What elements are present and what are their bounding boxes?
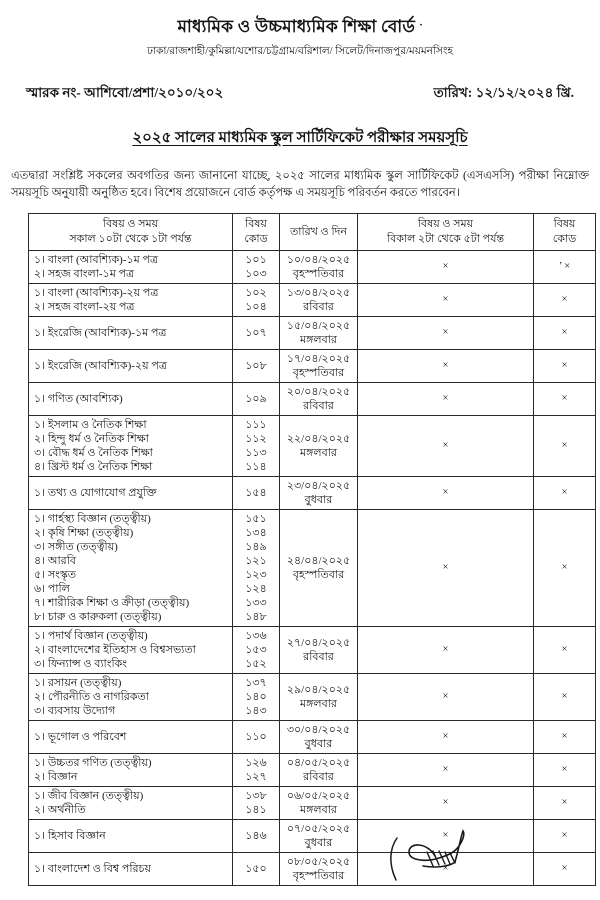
date-day-cell: ২৯/০৪/২০২৫ মঙ্গলবার: [280, 674, 358, 721]
header-afternoon-subject-line2: বিকাল ২টা থেকে ৫টা পর্যন্ত: [386, 233, 505, 245]
table-row: [29, 754, 596, 787]
date-day-cell: ০৮/০৫/২০২৫ বৃহস্পতিবার: [280, 853, 358, 886]
intro-paragraph: এতদ্বারা সংশ্লিষ্ট সকলের অবগতির জন্য জানানো যাচ্ছে, ২০২৫ সালের মাধ্যমিক স্কুল সার্টিফিকেট (এসএসসি) পরীক্ষা নিম্নোক্ত সময়সূচি অনুযায়ী অনুষ্ঠিত হবে। বিশেষ প্রয়োজনে বোর্ড কর্তৃপক্ষ এ সময়সূচি পরিবর্তন করতে পারবেন।: [11, 170, 589, 199]
table-row: [29, 477, 596, 510]
morning-subjects-cell: ১। ভূগোল ও পরিবেশ: [29, 721, 233, 754]
afternoon-subject-cell: ×: [358, 853, 534, 886]
afternoon-code-cell: ×: [534, 787, 596, 820]
afternoon-code-cell: ×: [534, 627, 596, 674]
morning-subjects-cell: ১। তথ্য ও যোগাযোগ প্রযুক্তি: [29, 477, 233, 510]
afternoon-subject-cell: ×: [358, 721, 534, 754]
subject-codes-cell: ১০৯: [233, 383, 280, 416]
table-row: [29, 820, 596, 853]
morning-subjects-cell: ১। হিসাব বিজ্ঞান: [29, 820, 233, 853]
table-row: [29, 627, 596, 674]
morning-subjects-cell: ১। বাংলা (আবশ্যিক)-১ম পত্র ২। সহজ বাংলা-১ম পত্র: [29, 251, 233, 284]
page-title: ২০২৫ সালের মাধ্যমিক স্কুল সার্টিফিকেট পরীক্ষার সময়সূচি: [132, 130, 468, 146]
board-title-mark: .: [419, 16, 423, 29]
date-day-cell: ২৪/০৪/২০২৫ বৃহস্পতিবার: [280, 510, 358, 627]
date-day-cell: ৩০/০৪/২০২৫ বুধবার: [280, 721, 358, 754]
afternoon-subject-cell: ×: [358, 674, 534, 721]
morning-subjects-cell: ১। ইংরেজি (আবশ্যিক)-২য় পত্র: [29, 350, 233, 383]
header-morning-subject-line2: সকাল ১০টা থেকে ১টা পর্যন্ত: [69, 233, 192, 245]
morning-subjects-cell: ১। ইংরেজি (আবশ্যিক)-১ম পত্র: [29, 317, 233, 350]
date-day-cell: ২৭/০৪/২০২৫ রবিবার: [280, 627, 358, 674]
subject-codes-cell: ১৪৬: [233, 820, 280, 853]
afternoon-subject-cell: ×: [358, 754, 534, 787]
table-row: [29, 317, 596, 350]
afternoon-code-cell: ×: [534, 853, 596, 886]
subject-codes-cell: ১৫৪: [233, 477, 280, 510]
subject-codes-cell: ১৩৭ ১৪০ ১৪৩: [233, 674, 280, 721]
afternoon-code-cell: ×: [534, 820, 596, 853]
afternoon-subject-cell: ×: [358, 284, 534, 317]
afternoon-subject-cell: ×: [358, 510, 534, 627]
subject-codes-cell: ১৩৬ ১৫৩ ১৫২: [233, 627, 280, 674]
table-row: [29, 721, 596, 754]
afternoon-subject-cell: ×: [358, 317, 534, 350]
morning-subjects-cell: ১। উচ্চতর গণিত (তত্ত্বীয়) ২। বিজ্ঞান: [29, 754, 233, 787]
date-day-cell: ১০/০৪/২০২৫ বৃহস্পতিবার: [280, 251, 358, 284]
morning-subjects-cell: ১। গণিত (আবশ্যিক): [29, 383, 233, 416]
table-row: [29, 284, 596, 317]
memo-row: [0, 82, 600, 105]
afternoon-subject-cell: ×: [358, 787, 534, 820]
table-row: [29, 787, 596, 820]
header-afternoon-code: [534, 214, 596, 251]
afternoon-code-cell: ×: [534, 383, 596, 416]
board-title: [0, 14, 600, 42]
memo-number: স্মারক নং- আশিবো/প্রশা/২০১০/২০২: [26, 85, 224, 100]
subject-codes-cell: ১১১ ১১২ ১১৩ ১১৪: [233, 416, 280, 477]
header-morning-subject: [29, 214, 233, 251]
subject-codes-cell: ১৩৮ ১৪১: [233, 787, 280, 820]
subject-codes-cell: ১২৬ ১২৭: [233, 754, 280, 787]
afternoon-subject-cell: ×: [358, 383, 534, 416]
table-row: [29, 251, 596, 284]
header-subject-code-line1: বিষয়: [245, 218, 267, 230]
afternoon-code-cell: ×: [534, 416, 596, 477]
header-date-day: তারিখ ও দিন: [280, 214, 358, 251]
memo-date: তারিখ: ১২/১২/২০২৪ খ্রি.: [433, 85, 574, 100]
afternoon-code-cell: ’ ×: [534, 251, 596, 284]
afternoon-code-cell: ×: [534, 477, 596, 510]
afternoon-code-cell: ×: [534, 754, 596, 787]
morning-subjects-cell: ১। পদার্থ বিজ্ঞান (তত্ত্বীয়) ২। বাংলাদেশের ইতিহাস ও বিশ্বসভ্যতা ৩। ফিন্যান্স ও ব্যাংকিং: [29, 627, 233, 674]
table-row: [29, 853, 596, 886]
board-title-text: মাধ্যমিক ও উচ্চমাধ্যমিক শিক্ষা বোর্ড: [177, 17, 416, 36]
header-subject-code: [233, 214, 280, 251]
afternoon-subject-cell: ×: [358, 820, 534, 853]
date-day-cell: ২২/০৪/২০২৫ মঙ্গলবার: [280, 416, 358, 477]
table-row: [29, 383, 596, 416]
subject-codes-cell: ১০৭: [233, 317, 280, 350]
subject-codes-cell: ১৫১ ১৩৪ ১৪৯ ১২১ ১২৩ ১২৪ ১৩৩ ১৪৮: [233, 510, 280, 627]
afternoon-subject-cell: ×: [358, 350, 534, 383]
date-day-cell: ০৬/০৫/২০২৫ মঙ্গলবার: [280, 787, 358, 820]
subject-codes-cell: ১৫০: [233, 853, 280, 886]
signature: [383, 828, 488, 896]
date-day-cell: ০৭/০৫/২০২৫ বুধবার: [280, 820, 358, 853]
subject-codes-cell: ১০১ ১০৩: [233, 251, 280, 284]
afternoon-code-cell: ×: [534, 721, 596, 754]
afternoon-code-cell: ×: [534, 510, 596, 627]
afternoon-subject-cell: ×: [358, 627, 534, 674]
table-row: [29, 350, 596, 383]
date-day-cell: ১৩/০৪/২০২৫ রবিবার: [280, 284, 358, 317]
date-day-cell: ০৪/০৫/২০২৫ রবিবার: [280, 754, 358, 787]
schedule-table: [28, 213, 596, 886]
header-subject-code-line2: কোড: [244, 233, 268, 245]
header-afternoon-subject: [358, 214, 534, 251]
date-day-cell: ১৭/০৪/২০২৫ বৃহস্পতিবার: [280, 350, 358, 383]
header-afternoon-code-line1: বিষয়: [553, 218, 576, 230]
subject-codes-cell: ১০৮: [233, 350, 280, 383]
afternoon-subject-cell: ×: [358, 416, 534, 477]
table-header-row: [29, 214, 596, 251]
afternoon-subject-cell: ×: [358, 251, 534, 284]
table-row: [29, 510, 596, 627]
afternoon-code-cell: ×: [534, 674, 596, 721]
subject-codes-cell: ১১০: [233, 721, 280, 754]
morning-subjects-cell: ১। বাংলা (আবশ্যিক)-২য় পত্র ২। সহজ বাংলা-২য় পত্র: [29, 284, 233, 317]
header-afternoon-subject-line1: বিষয় ও সময়: [417, 218, 474, 230]
subject-codes-cell: ১০২ ১০৪: [233, 284, 280, 317]
morning-subjects-cell: ১। জীব বিজ্ঞান (তত্ত্বীয়) ২। অর্থনীতি: [29, 787, 233, 820]
schedule-table-body: [29, 251, 596, 886]
morning-subjects-cell: ১। বাংলাদেশ ও বিশ্ব পরিচয়: [29, 853, 233, 886]
board-regions: ঢাকা/রাজশাহী/কুমিল্লা/যশোর/চট্টগ্রাম/বরিশাল/ সিলেট/দিনাজপুর/ময়মনসিংহ: [147, 46, 453, 57]
table-row: [29, 416, 596, 477]
table-row: [29, 674, 596, 721]
date-day-cell: ১৫/০৪/২০২৫ মঙ্গলবার: [280, 317, 358, 350]
header-morning-subject-line1: বিষয় ও সময়: [102, 218, 159, 230]
afternoon-subject-cell: ×: [358, 477, 534, 510]
afternoon-code-cell: ×: [534, 350, 596, 383]
date-day-cell: ২০/০৪/২০২৫ রবিবার: [280, 383, 358, 416]
header-afternoon-code-line2: কোড: [552, 233, 577, 245]
afternoon-code-cell: ×: [534, 317, 596, 350]
morning-subjects-cell: ১। গার্হস্থ্য বিজ্ঞান (তত্ত্বীয়) ২। কৃষি শিক্ষা (তত্ত্বীয়) ৩। সঙ্গীত (তত্ত্বীয়) ৪। আরবি ৫। সংস্কৃত ৬। পালি ৭। শারীরিক শিক্ষা ও ক্রীড়া (তত্ত্বীয়) ৮। চারু ও কারুকলা (তত্ত্বীয়): [29, 510, 233, 627]
date-day-cell: ২৩/০৪/২০২৫ বুধবার: [280, 477, 358, 510]
afternoon-code-cell: ×: [534, 284, 596, 317]
morning-subjects-cell: ১। ইসলাম ও নৈতিক শিক্ষা ২। হিন্দু ধর্ম ও নৈতিক শিক্ষা ৩। বৌদ্ধ ধর্ম ও নৈতিক শিক্ষা ৪। খ্রিস্ট ধর্ম ও নৈতিক শিক্ষা: [29, 416, 233, 477]
morning-subjects-cell: ১। রসায়ন (তত্ত্বীয়) ২। পৌরনীতি ও নাগরিকতা ৩। ব্যবসায় উদ্যোগ: [29, 674, 233, 721]
